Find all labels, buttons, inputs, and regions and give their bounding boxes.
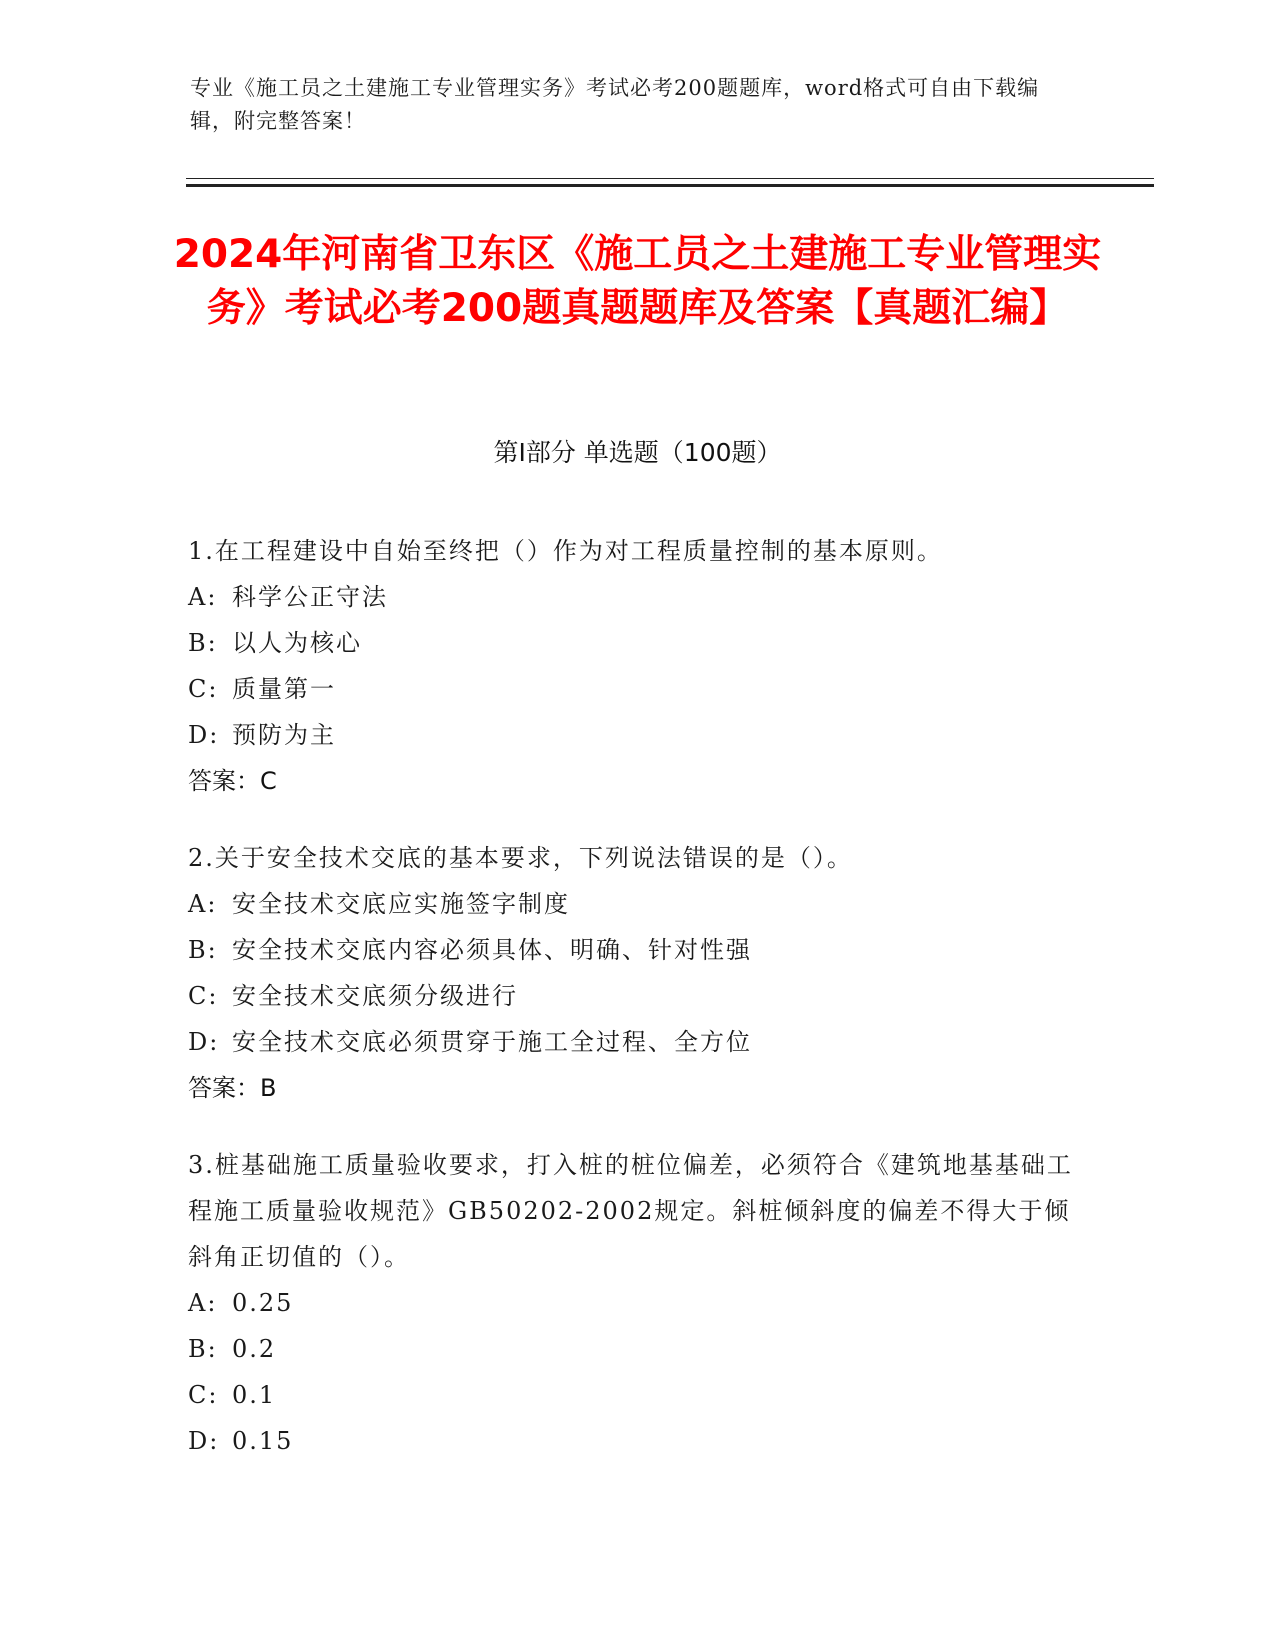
answer-line: 答案：C [188, 767, 277, 795]
option-c [188, 973, 1078, 1019]
option-text: 0.25 [232, 1289, 294, 1317]
question-block [188, 1142, 1078, 1464]
question-block [188, 835, 1078, 1111]
option-text: 安全技术交底必须贯穿于施工全过程、全方位 [232, 1028, 752, 1056]
option-text: 安全技术交底须分级进行 [232, 982, 518, 1010]
header-divider-thick [186, 184, 1154, 187]
option-text: 质量第一 [232, 675, 336, 703]
question-list [188, 528, 1078, 1495]
option-d [188, 1019, 1078, 1065]
option-text: 0.15 [232, 1427, 294, 1455]
option-key: C: [188, 982, 219, 1010]
option-key: C: [188, 675, 219, 703]
option-key: A: [188, 890, 218, 918]
option-text: 安全技术交底应实施签字制度 [232, 890, 570, 918]
option-c [188, 666, 1078, 712]
option-b [188, 927, 1078, 973]
option-text: 安全技术交底内容必须具体、明确、针对性强 [232, 936, 752, 964]
question-block [188, 528, 1078, 804]
option-c [188, 1372, 1078, 1418]
option-d [188, 712, 1078, 758]
question-stem: 2.关于安全技术交底的基本要求，下列说法错误的是（）。 [188, 844, 853, 872]
option-b [188, 1326, 1078, 1372]
option-key: B: [188, 1335, 218, 1363]
section-title: 第I部分 单选题（100题） [493, 438, 782, 467]
document-title: 2024年河南省卫东区《施工员之土建施工专业管理实务》考试必考200题真题题库及答案【真题汇编】 [173, 232, 1102, 331]
option-key: D: [188, 1427, 220, 1455]
option-b [188, 620, 1078, 666]
option-key: D: [188, 1028, 220, 1056]
option-key: C: [188, 1381, 219, 1409]
header-divider-thin [186, 178, 1154, 179]
option-key: A: [188, 1289, 218, 1317]
option-a [188, 574, 1078, 620]
question-stem: 3.桩基础施工质量验收要求，打入桩的桩位偏差，必须符合《建筑地基基础工程施工质量验收规范》GB50202-2002规定。斜桩倾斜度的偏差不得大于倾斜角正切值的（）。 [188, 1151, 1073, 1271]
question-stem: 1.在工程建设中自始至终把（）作为对工程质量控制的基本原则。 [188, 537, 943, 565]
option-a [188, 1280, 1078, 1326]
option-a [188, 881, 1078, 927]
option-key: B: [188, 629, 218, 657]
option-text: 0.2 [232, 1335, 277, 1363]
option-key: B: [188, 936, 218, 964]
option-text: 0.1 [232, 1381, 277, 1409]
option-key: A: [188, 583, 218, 611]
option-text: 预防为主 [232, 721, 336, 749]
option-text: 科学公正守法 [232, 583, 388, 611]
option-text: 以人为核心 [232, 629, 362, 657]
answer-line: 答案：B [188, 1074, 277, 1102]
option-d [188, 1418, 1078, 1464]
option-key: D: [188, 721, 220, 749]
header-note: 专业《施工员之土建施工专业管理实务》考试必考200题题库，word格式可自由下载编辑，附完整答案！ [190, 76, 1040, 133]
